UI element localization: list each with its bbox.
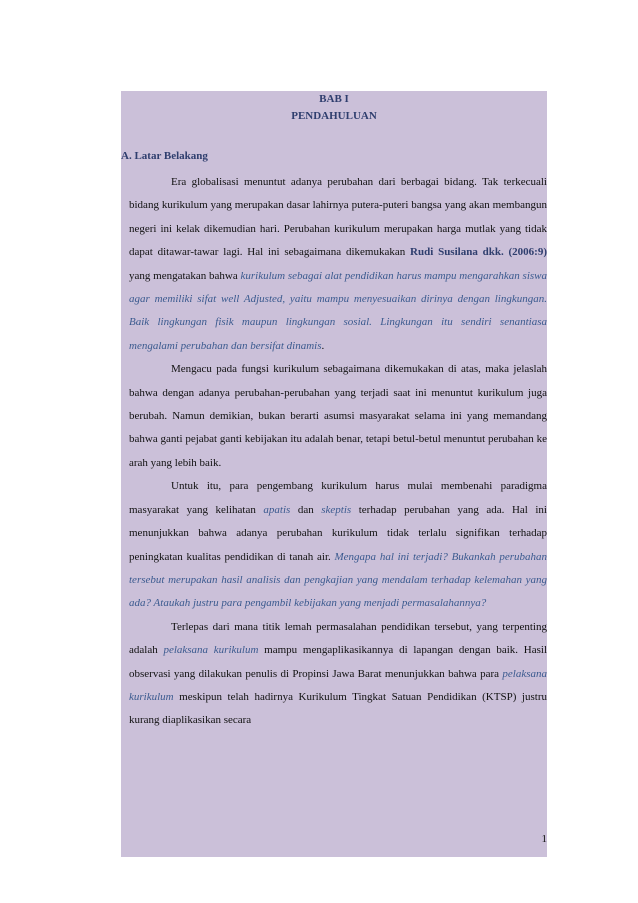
body-text [129,171,547,733]
italic-term: pelaksana kurikulum [163,644,259,657]
text-run: Era globalisasi menuntut adanya perubahan dari berbagai bidang. Tak terkecuali bidang kurikulum yang merupakan dasar lahirnya putera-puteri bangsa yang akan membangun negeri ini kelak dikemudian hari. Perubahan kurikulum merupakan harga mutlak yang tidak dapat ditawar-tawar lagi. Hal ini sebagaimana dikemukakan [129,176,547,259]
section-heading: A. Latar Belakang [121,150,208,162]
paragraph-3 [129,475,547,615]
document-page [121,91,547,857]
chapter-header [121,91,547,125]
text-run: meskipun telah hadirnya Kurikulum Tingkat Satuan Pendidikan (KTSP) justru kurang diaplikasikan secara [129,690,547,727]
chapter-title: PENDAHULUAN [291,110,377,122]
text-run: Terlepas dari mana titik lemah permasalahan pendidikan tersebut, yang terpenting adalah [129,620,547,657]
text-run: . [321,339,325,352]
italic-term: pelaksana kurikulum [129,667,547,703]
text-run: mampu mengaplikasikannya di lapangan dengan baik. Hasil observasi yang dilakukan penulis di Propinsi Jawa Barat menunjukkan bahwa para [129,644,547,680]
text-run: yang mengatakan bahwa [129,269,241,282]
italic-term: skeptis [321,503,352,516]
page-number: 1 [541,833,547,845]
text-run: Mengacu pada fungsi kurikulum sebagaimana dikemukakan di atas, maka jelaslah bahwa dengan adanya perubahan-perubahan yang terjadi saat ini menuntut kurikulum juga berubah. Namun demikian, bukan berarti asumsi masyarakat selama ini yang memandang bahwa ganti pejabat ganti kebijakan itu adalah benar, tetapi betul-betul menuntut perubahan ke arah yang lebih baik. [129,363,547,469]
chapter-number: BAB I [319,93,349,105]
paragraph-2 [129,358,547,475]
italic-term: apatis [263,503,291,516]
citation: Rudi Susilana dkk. (2006:9) [410,246,548,259]
text-run: terhadap perubahan yang ada. Hal ini menunjukkan bahwa adanya perubahan kurikulum tidak terlalu signifikan terhadap peningkatan kualitas pendidikan di tanah air. [129,503,547,563]
text-run: dan [290,503,322,516]
italic-question: Mengapa hal ini terjadi? Bukankah perubahan tersebut merupakan hasil analisis dan pengkajian yang mendalam terhadap kelemahan yang ada? Ataukah justru para pengambil kebijakan yang menjadi permasalahannya? [129,550,547,610]
text-run: Untuk itu, para pengembang kurikulum harus mulai membenahi paradigma masyarakat yang kelihatan [129,480,547,516]
paragraph-1 [129,171,547,358]
quote: kurikulum sebagai alat pendidikan harus mampu mengarahkan siswa agar memiliki sifat well Adjusted, yaitu mampu menyesuaikan dirinya dengan lingkungan. Baik lingkungan fisik maupun lingkungan sosial. Lingkungan itu sendiri senantiasa mengalami perubahan dan bersifat dinamis [129,269,548,352]
paragraph-4 [129,616,547,733]
